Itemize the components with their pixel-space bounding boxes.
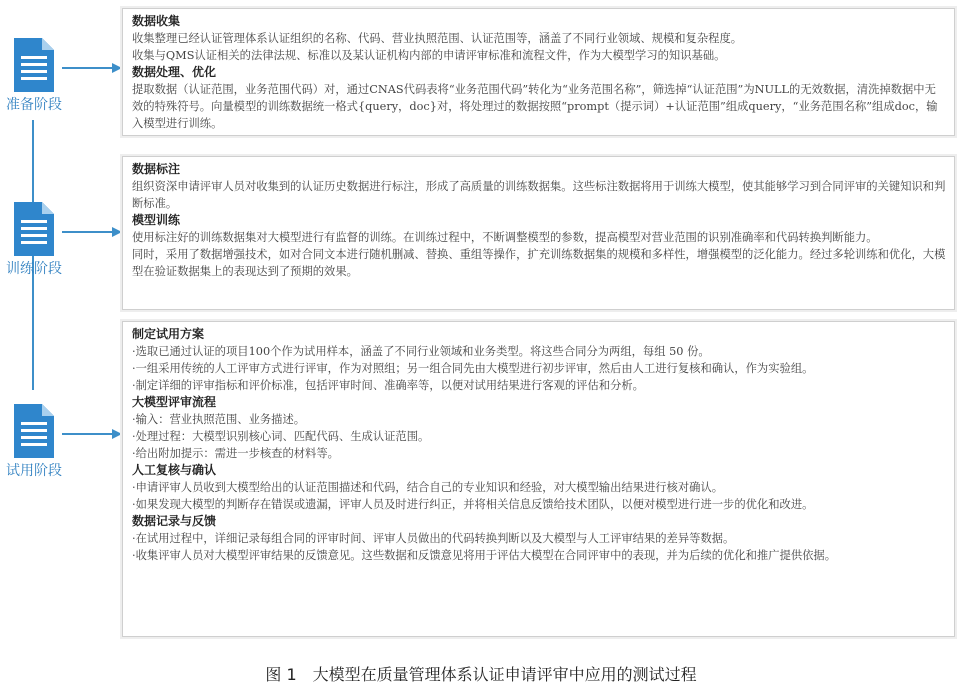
section-title: 人工复核与确认	[132, 463, 217, 477]
section-text: 提取数据（认证范围，业务范围代码）对，通过CNAS代码表将“业务范围代码”转化为“业务范围名称”，筛选掉“认证范围”为NULL的无效数据，清洗掉数据中无效的特殊符号。向量模型的训练数据统一格式{query，doc}对，将处理过的数据按照“prompt（提示词）+认证范围”组成query，“业务范围名称”组成doc，输入模型进行训练。	[132, 83, 938, 130]
section-title: 大模型评审流程	[132, 395, 217, 409]
bullet-item: · 在试用过程中，详细记录每组合同的评审时间、评审人员做出的代码转换判断以及大模型与人工评审结果的差异等数据。	[132, 530, 946, 547]
section-title: 制定试用方案	[132, 327, 205, 341]
stage-label: 训练阶段	[6, 261, 62, 277]
bullet-item: · 如果发现大模型的判断存在错误或遗漏，评审人员及时进行纠正，并将相关信息反馈给技术团队，以便对模型进行进一步的优化和改进。	[132, 496, 946, 513]
panel-train	[122, 156, 955, 310]
stage-train	[2, 200, 66, 278]
bullet-item: · 给出附加提示：需进一步核查的材料等。	[132, 445, 946, 462]
bullet-item: · 收集评审人员对大模型评审结果的反馈意见。这些数据和反馈意见将用于评估大模型在合同评审中的表现，并为后续的优化和推广提供依据。	[132, 547, 946, 564]
document-icon	[12, 402, 56, 460]
section-title: 数据处理、优化	[132, 65, 217, 79]
bullet-item: · 选取已通过认证的项目100个作为试用样本，涵盖了不同行业领域和业务类型。将这些合同分为两组，每组 50 份。	[132, 343, 946, 360]
bullet-item: · 制定详细的评审指标和评价标准，包括评审时间、准确率等，以便对试用结果进行客观的评估和分析。	[132, 377, 946, 394]
section-title: 模型训练	[132, 213, 181, 227]
section-title: 数据记录与反馈	[132, 514, 217, 528]
section-text: 收集与QMS认证相关的法律法规、标准以及某认证机构内部的申请评审标准和流程文件，作为大模型学习的知识基础。	[132, 49, 726, 62]
bullet-item: · 处理过程：大模型识别核心词、匹配代码、生成认证范围。	[132, 428, 946, 445]
section-text: 同时，采用了数据增强技术，如对合同文本进行随机删减、替换、重组等操作，扩充训练数据集的规模和多样性，增强模型的泛化能力。经过多轮训练和优化，大模型在验证数据集上的表现达到了预期的效果。	[132, 248, 946, 278]
section-text: 收集整理已经认证管理体系认证组织的名称、代码、营业执照范围、认证范围等，涵盖了不同行业领域、规模和复杂程度。	[132, 32, 743, 45]
bullet-item: · 申请评审人员收到大模型给出的认证范围描述和代码，结合自己的专业知识和经验，对大模型输出结果进行核对确认。	[132, 479, 946, 496]
arrow-icon	[62, 62, 124, 74]
stage-label: 准备阶段	[6, 97, 62, 113]
stage-label: 试用阶段	[6, 463, 62, 479]
stage-prepare	[2, 36, 66, 114]
section-title: 数据标注	[132, 162, 181, 176]
section-title: 数据收集	[132, 14, 181, 28]
arrow-icon	[62, 226, 124, 238]
panel-prepare	[122, 8, 955, 136]
document-icon	[12, 36, 56, 94]
bullet-item: · 一组采用传统的人工评审方式进行评审，作为对照组；另一组合同先由大模型进行初步评审，然后由人工进行复核和确认，作为实验组。	[132, 360, 946, 377]
stage-trial	[2, 402, 66, 480]
section-text: 组织资深申请评审人员对收集到的认证历史数据进行标注，形成了高质量的训练数据集。这些标注数据将用于训练大模型，使其能够学习到合同评审的关键知识和判断标准。	[132, 180, 946, 210]
document-icon	[12, 200, 56, 258]
panel-trial	[122, 321, 955, 637]
arrow-icon	[62, 428, 124, 440]
section-text: 使用标注好的训练数据集对大模型进行有监督的训练。在训练过程中，不断调整模型的参数，提高模型对营业范围的识别准确率和代码转换判断能力。	[132, 231, 878, 244]
figure-caption: 图 1 大模型在质量管理体系认证申请评审中应用的测试过程	[265, 665, 697, 684]
bullet-item: · 输入：营业执照范围、业务描述。	[132, 411, 946, 428]
